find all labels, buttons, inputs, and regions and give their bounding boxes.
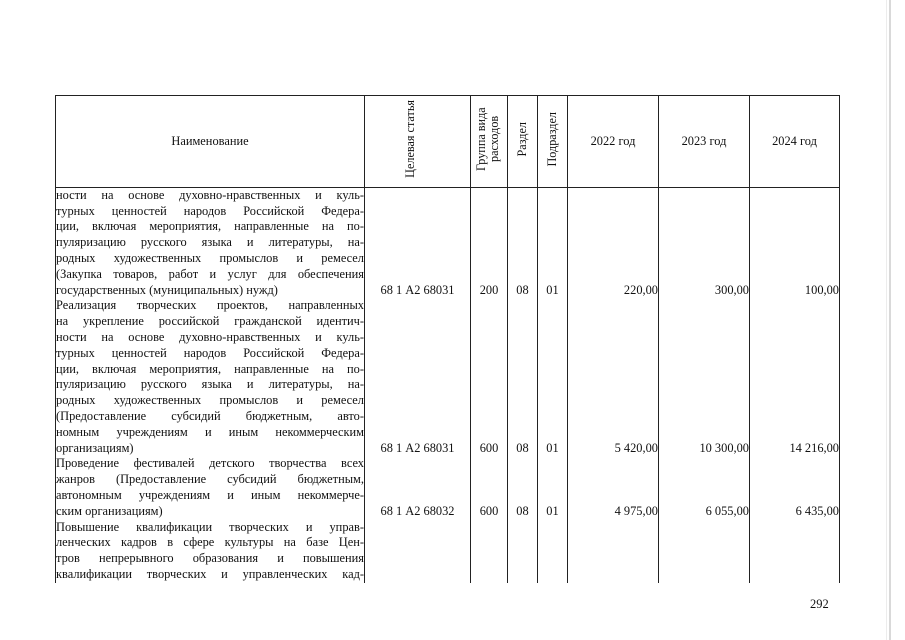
header-2024: 2024 год [750,96,840,188]
cell-subsection: 01 [538,456,568,519]
table-body [56,187,840,582]
cell-section [508,520,538,583]
row-name-line: тров непрерывного образования и повышения [56,551,364,566]
row-name-line: родных художественных промыслов и ремесел [56,250,364,265]
table-row [56,456,840,519]
table-row [56,520,840,583]
cell-target-article: 68 1 А2 68031 [365,187,471,298]
cell-value-2022: 5 420,00 [568,298,659,456]
row-name-line: ции, включая мероприятия, направленные на по- [56,219,364,234]
row-name-line: ности на основе духовно-нравственных и куль- [56,329,364,344]
cell-expense-group: 600 [471,298,508,456]
header-target-label: Целевая статья [402,100,417,178]
row-name-line: ности на основе духовно-нравственных и куль- [56,187,364,202]
page-edge-inner [886,0,887,640]
cell-subsection [538,520,568,583]
header-section [508,96,538,188]
cell-target-article [365,520,471,583]
cell-value-2023: 10 300,00 [659,298,750,456]
cell-value-2022: 220,00 [568,187,659,298]
page-edge [889,0,891,640]
header-2022: 2022 год [568,96,659,188]
row-name-line: организациям) [56,440,134,455]
cell-value-2024 [750,520,840,583]
cell-target-article: 68 1 А2 68032 [365,456,471,519]
cell-value-2023 [659,520,750,583]
header-subsection-label: Подраздел [545,111,559,167]
page-number: 292 [810,597,829,611]
row-name-line: Повышение квалификации творческих и управ- [56,519,364,534]
header-2023: 2023 год [659,96,750,188]
cell-value-2023: 6 055,00 [659,456,750,519]
row-name-line: номным учреждениям и иным некоммерческим [56,424,364,439]
budget-table [55,95,840,583]
row-name-cell [56,187,365,298]
row-name-line: автономным учреждениям и иным некоммерче- [56,487,364,502]
cell-value-2024: 100,00 [750,187,840,298]
header-subsection [538,96,568,188]
table-row [56,298,840,456]
row-name-line: ции, включая мероприятия, направленные на по- [56,361,364,376]
row-name-line: ским организациям) [56,503,163,518]
row-name-line: Реализация творческих проектов, направленных [56,298,364,313]
header-group-label: Группа вида расходов [474,107,501,171]
row-name-cell [56,520,365,583]
cell-value-2024: 14 216,00 [750,298,840,456]
cell-expense-group: 200 [471,187,508,298]
cell-section: 08 [508,298,538,456]
header-expense-group [471,96,508,188]
table-header-row [56,96,840,188]
cell-subsection: 01 [538,187,568,298]
table-row [56,187,840,298]
header-name: Наименование [56,96,365,188]
cell-subsection: 01 [538,298,568,456]
row-name-line: (Закупка товаров, работ и услуг для обеспечения [56,266,364,281]
header-section-label: Раздел [515,121,529,157]
cell-value-2023: 300,00 [659,187,750,298]
row-name-line: жанров (Предоставление субсидий бюджетным, [56,472,364,487]
cell-section: 08 [508,187,538,298]
cell-expense-group [471,520,508,583]
row-name-cell [56,456,365,519]
row-name-line: ленческих кадров в сфере культуры на базе Цен- [56,535,364,550]
cell-expense-group: 600 [471,456,508,519]
row-name-line: турных ценностей народов Российской Федера- [56,345,364,360]
row-name-line: пуляризацию русского языка и литературы, на- [56,235,364,250]
row-name-line: турных ценностей народов Российской Федера- [56,203,364,218]
row-name-line: Проведение фестивалей детского творчества всех [56,456,364,471]
cell-value-2022 [568,520,659,583]
cell-section: 08 [508,456,538,519]
row-name-line: родных художественных промыслов и ремесел [56,393,364,408]
row-name-line: пуляризацию русского языка и литературы, на- [56,377,364,392]
header-target-article [365,96,471,188]
cell-value-2024: 6 435,00 [750,456,840,519]
cell-target-article: 68 1 А2 68031 [365,298,471,456]
row-name-line: на укрепление российской гражданской идентич- [56,314,364,329]
row-name-line: (Предоставление субсидий бюджетным, авто- [56,408,364,423]
row-name-line: квалификации творческих и управленческих кад- [56,566,364,581]
row-name-cell [56,298,365,456]
cell-value-2022: 4 975,00 [568,456,659,519]
row-name-line: государственных (муниципальных) нужд) [56,282,278,297]
